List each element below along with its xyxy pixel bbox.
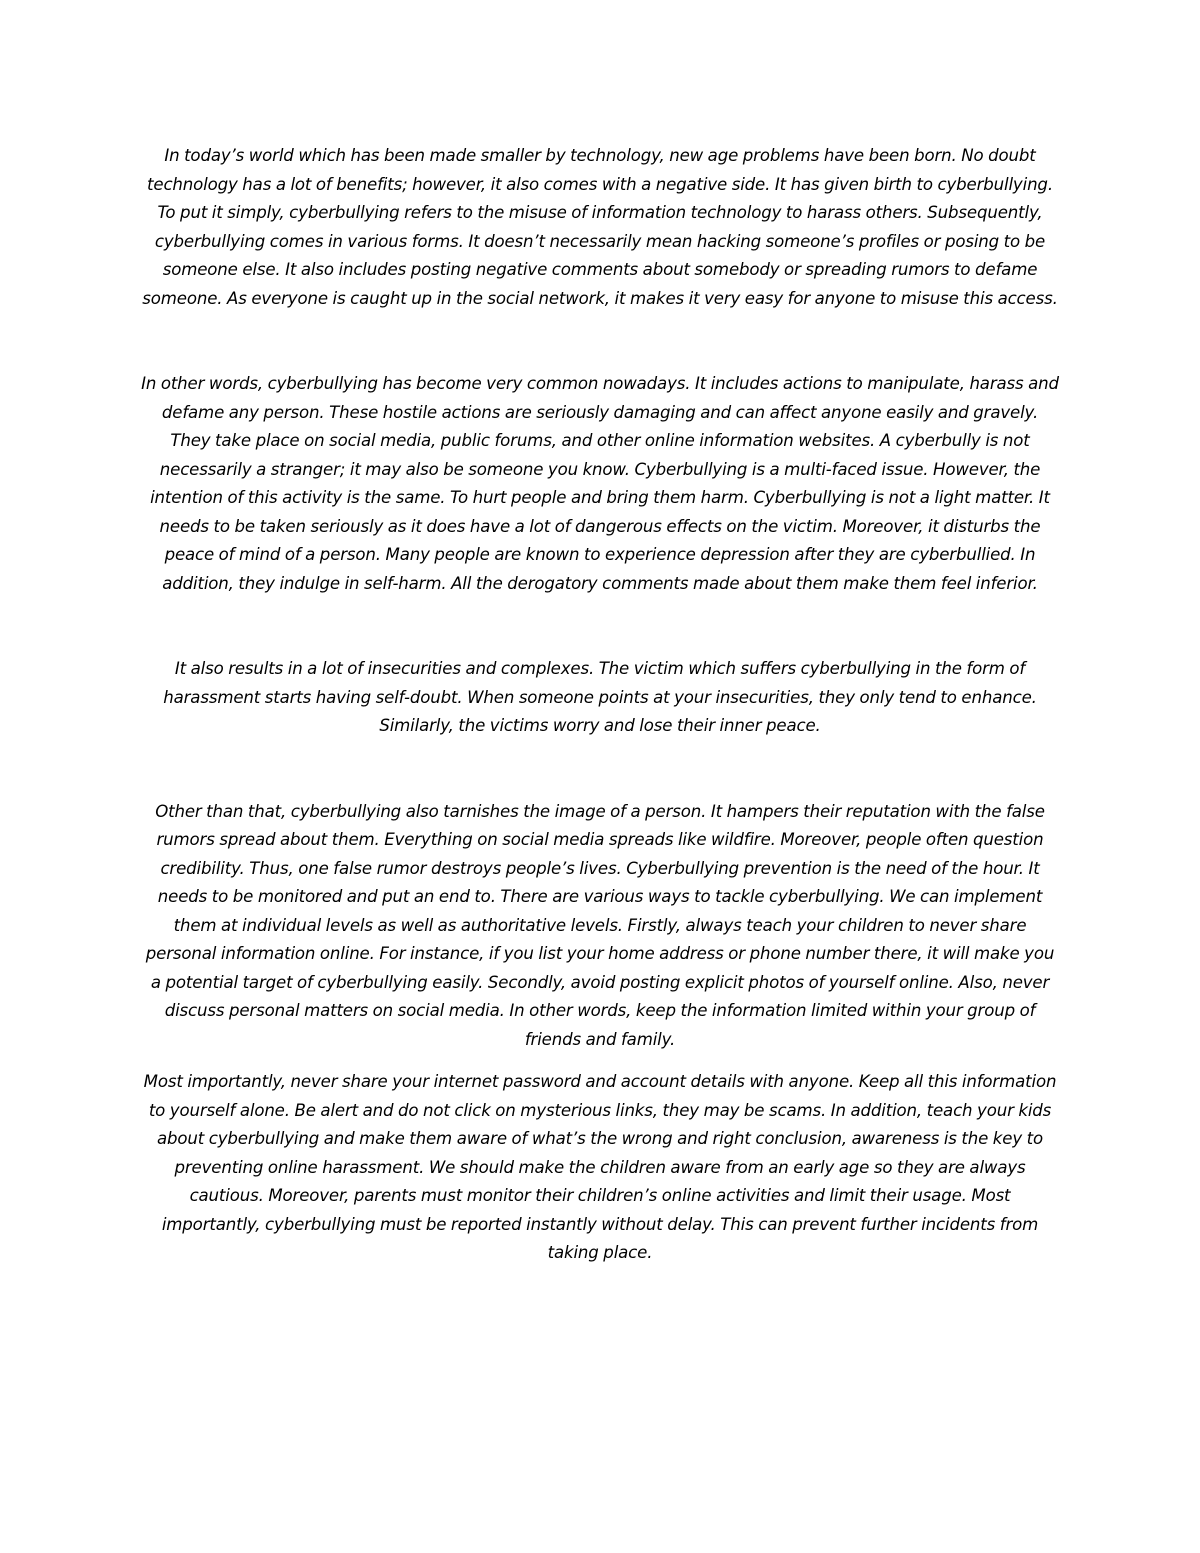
paragraph-1: In today’s world which has been made smaller by technology, new age problems have been born. No doubt technology has a lot of benefits; however, it also comes with a negative side. It has given birth to cyberbullying. To put it simply, cyberbullying refers to the misuse of information technology to harass others. Subsequently, cyberbullying comes in various forms. It doesn’t necessarily mean hacking someone’s profiles or posing to be someone else. It also includes posting negative comments about somebody or spreading rumors to defame someone. As everyone is caught up in the social network, it makes it very easy for anyone to misuse this access.: [142, 146, 1058, 308]
paragraph-4: Other than that, cyberbullying also tarnishes the image of a person. It hampers their reputation with the false rumors spread about them. Everything on social media spreads like wildfire. Moreover, people often question credibility. Thus, one false rumor destroys people’s lives. Cyberbullying prevention is the need of the hour. It needs to be monitored and put an end to. There are various ways to tackle cyberbullying. We can implement them at individual levels as well as authoritative levels. Firstly, always teach your children to never share personal information online. For instance, if you list your home address or phone number there, it will make you a potential target of cyberbullying easily. Secondly, avoid posting explicit photos of yourself online. Also, never discuss personal matters on social media. In other words, keep the information limited within your group of friends and family.: [145, 801, 1055, 1049]
paragraph-3: It also results in a lot of insecurities and complexes. The victim which suffers cyberbullying in the form of harassment starts having self-doubt. When someone points at your insecurities, they only tend to enhance. Similarly, the victims worry and lose their inner peace.: [163, 659, 1037, 735]
paragraph-5: Most importantly, never share your internet password and account details with anyone. Keep all this information to yourself alone. Be alert and do not click on mysterious links, they may be scams. In addition, teach your kids about cyberbullying and make them aware of what’s the wrong and right conclusion, awareness is the key to preventing online harassment. We should make the children aware from an early age so they are always cautious. Moreover, parents must monitor their children’s online activities and limit their usage. Most importantly, cyberbullying must be reported instantly without delay. This can prevent further incidents from taking place.: [143, 1072, 1057, 1262]
paragraph-2: In other words, cyberbullying has become very common nowadays. It includes actions to manipulate, harass and defame any person. These hostile actions are seriously damaging and can affect anyone easily and gravely. They take place on social media, public forums, and other online information websites. A cyberbully is not necessarily a stranger; it may also be someone you know. Cyberbullying is a multi-faced issue. However, the intention of this activity is the same. To hurt people and bring them harm. Cyberbullying is not a light matter. It needs to be taken seriously as it does have a lot of dangerous effects on the victim. Moreover, it disturbs the peace of mind of a person. Many people are known to experience depression after they are cyberbullied. In addition, they indulge in self-harm. All the derogatory comments made about them make them feel inferior.: [141, 374, 1059, 593]
essay-body: [140, 142, 1060, 1268]
